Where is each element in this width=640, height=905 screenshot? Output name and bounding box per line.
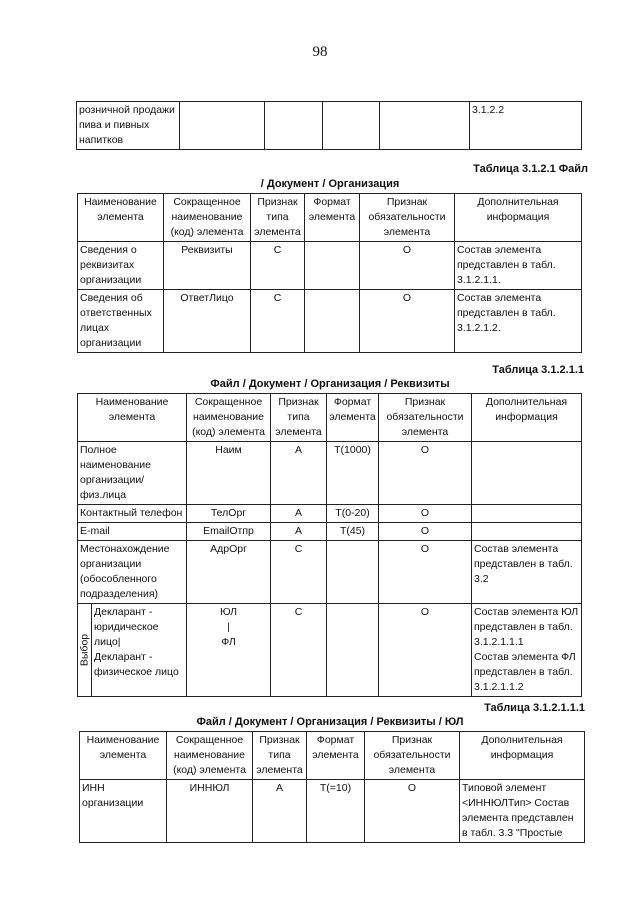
table3-header-info: Дополнительная информация <box>460 732 585 780</box>
table1-caption-right: Таблица 3.1.2.1 Файл <box>473 163 588 175</box>
table3-header-format: Формат элемента <box>307 732 365 780</box>
table3-caption-right: Таблица 3.1.2.1.1.1 <box>484 702 585 714</box>
table3-header-name: Наименование элемента <box>80 732 167 780</box>
table3-header-mandatory: Признак обязательности элемента <box>365 732 460 780</box>
table-row: Сведения об ответственных лицах организации ОтветЛицо С О Состав элемента представлен в табл. 3.1.2.1.2. <box>78 290 582 353</box>
table-row: Местонахождение организации (обособленного подразделения) АдрОрг С О Состав элемента представлен в табл. 3.2 <box>78 541 582 604</box>
table-row: ИНН организации ИННЮЛ А T(=10) О Типовой элемент <ИННЮЛТип> Состав элемента представлен в табл. 3.3 "Простые <box>80 780 585 843</box>
table-row: Контактный телефон ТелОрг А T(0-20) О <box>78 505 582 523</box>
table-row: E-mail EmailОтпр А T(45) О <box>78 523 582 541</box>
table1 <box>77 193 582 353</box>
table2-caption-center: Файл / Документ / Организация / Реквизиты <box>210 378 450 390</box>
table1-header-name: Наименование элемента <box>78 194 164 242</box>
table-row: Полное наименование организации/ физ.лица Наим А T(1000) О <box>78 442 582 505</box>
table2-header-info: Дополнительная информация <box>472 394 582 442</box>
choice-name-2: Декларант - физическое лицо <box>94 651 179 678</box>
top-table <box>76 101 582 150</box>
table-row-choice: Выбор Декларант - юридическое лицо| Декларант - физическое лицо ЮЛ | ФЛ С О Состав элемента ЮЛ представлен в табл. 3.1.2.1.1.1 Состав элемента ФЛ представлен в табл. 3.1.2.1.1.2 <box>78 604 582 697</box>
table1-header-info: Дополнительная информация <box>455 194 582 242</box>
table1-header-mandatory: Признак обязательности элемента <box>360 194 455 242</box>
top-table-last-cell: 3.1.2.2 <box>470 102 582 150</box>
table1-header-format: Формат элемента <box>305 194 360 242</box>
table2-header-format: Формат элемента <box>327 394 379 442</box>
choice-code-1: ЮЛ <box>219 606 238 618</box>
choice-info-1: Состав элемента ЮЛ представлен в табл. 3.1.2.1.1.1 <box>474 606 579 648</box>
table2 <box>77 393 582 697</box>
table1-header-code: Сокращенное наименование (код) элемента <box>164 194 251 242</box>
table1-header-type: Признак типа элемента <box>251 194 305 242</box>
table2-header-name: Наименование элемента <box>78 394 187 442</box>
choice-code-sep: | <box>227 621 230 633</box>
table2-caption-right: Таблица 3.1.2.1.1 <box>492 364 584 376</box>
table3 <box>79 731 585 843</box>
table2-header-type: Признак типа элемента <box>271 394 327 442</box>
table2-header-code: Сокращенное наименование (код) элемента <box>187 394 271 442</box>
choice-code-2: ФЛ <box>221 636 236 648</box>
table3-caption-center: Файл / Документ / Организация / Реквизиты / ЮЛ <box>196 716 464 728</box>
table3-header-code: Сокращенное наименование (код) элемента <box>167 732 253 780</box>
table2-header-mandatory: Признак обязательности элемента <box>379 394 472 442</box>
page-number: 98 <box>312 44 328 60</box>
choice-name-1: Декларант - юридическое лицо| <box>94 606 159 648</box>
choice-info-2: Состав элемента ФЛ представлен в табл. 3.1.2.1.1.2 <box>474 651 576 693</box>
choice-label: Выбор <box>78 604 92 697</box>
table-row: Сведения о реквизитах организации Реквизиты С О Состав элемента представлен в табл. 3.1.2.1.1. <box>78 242 582 290</box>
table3-header-type: Признак типа элемента <box>253 732 307 780</box>
table1-caption-center: / Документ / Организация <box>260 178 400 190</box>
top-table-name-cell: розничной продажи пива и пивных напитков <box>77 102 180 150</box>
